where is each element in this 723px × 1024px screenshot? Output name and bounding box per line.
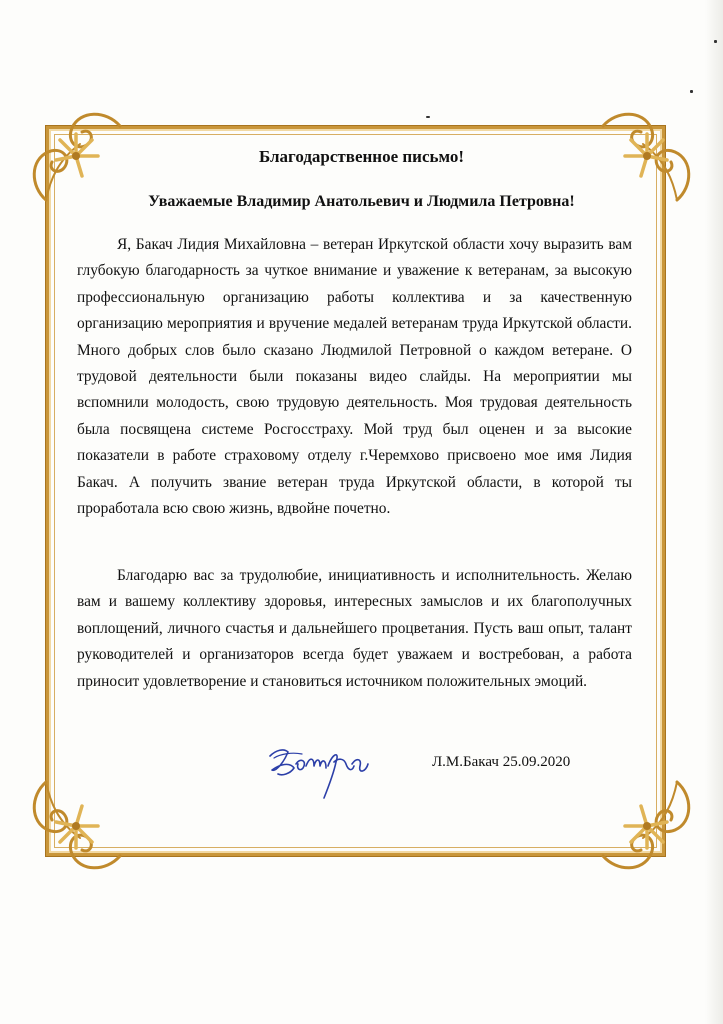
letter-paragraph: Благодарю вас за трудолюбие, инициативность и исполнительность. Желаю вам и вашему коллективу здоровья, интересных замыслов и их благополучных воплощений, личного счастья и дальнейшего процветания. Пусть ваш опыт, талант руководителей и организаторов всегда будет уважаем и востребован, а работа приносит удовлетворение и становиться источником положительных эмоций. — [77, 567, 632, 690]
scan-speck — [690, 90, 693, 93]
letter-title: Благодарственное письмо! — [258, 147, 465, 166]
letter-paragraph: Я, Бакач Лидия Михайловна – ветеран Иркутской области хочу выразить вам глубокую благодарность за чуткое внимание и уважение к ветеранам, за высокую профессиональную организацию работы коллектива и за качественную организацию мероприятия и вручение медалей ветеранам труда Иркутской области. Много добрых слов было сказано Людмилой Петровной о каждом ветеране. О трудовой деятельности были показаны видео слайды. На мероприятии мы вспомнили молодость, свою трудовую деятельность. Моя трудовая деятельность была посвящена системе Росгосстраху. Мой труд был оценен и за высокие показатели в работе страховому отделу г.Черемхово присвоено мое имя Лидия Бакач. А получить звание ветеран труда Иркутской области, в которой ты проработала всю свою жизнь, вдвойне почетно. — [77, 236, 632, 518]
scan-speck — [426, 116, 430, 118]
letter-salutation: Уважаемые Владимир Анатольевич и Людмила Петровна! — [148, 193, 575, 210]
scan-speck — [714, 40, 717, 43]
handwritten-signature — [262, 728, 372, 800]
signer-name-date: Л.М.Бакач 25.09.2020 — [432, 754, 571, 770]
corner-ornament-icon — [20, 772, 130, 882]
corner-ornament-icon — [593, 772, 703, 882]
